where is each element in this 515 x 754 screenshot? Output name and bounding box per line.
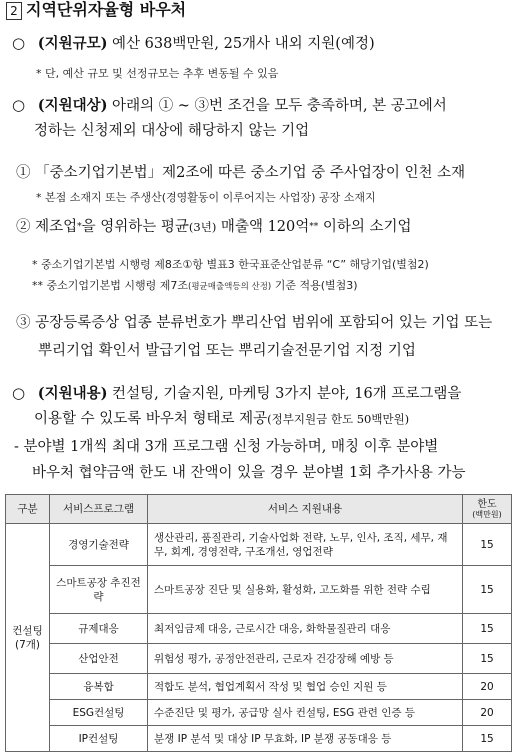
- table-row: [6, 566, 512, 614]
- amount-cell: 20: [463, 674, 512, 700]
- support-content-sub-line1: - 분야별 1개씩 최대 3개 프로그램 신청 가능하며, 매칭 이후 분야별: [14, 439, 439, 455]
- content-cell: 분쟁 IP 분석 및 대상 IP 무효화, IP 분쟁 공동대응 등: [148, 726, 463, 752]
- program-cell: 스마트공장 추진전략: [50, 566, 148, 614]
- service-program-table: [5, 494, 512, 752]
- program-cell: 융복합: [50, 674, 148, 700]
- condition-2-note-2-paren: (평균매출액등의 산정): [188, 282, 272, 292]
- amount-cell: 15: [463, 644, 512, 674]
- support-content-text-2b: (정부지원금 한도 50백만원): [267, 412, 410, 426]
- content-cell: 생산관리, 품질관리, 기술사업화 전략, 노무, 인사, 조직, 세무, 재무, 회계, 경영전략, 구조개선, 영업전략: [148, 524, 463, 566]
- content-cell: 최저임금제 대응, 근로시간 대응, 화학물질관리 대응: [148, 614, 463, 644]
- category-label: 컨설팅: [12, 624, 43, 637]
- content-cell: 수준진단 및 평가, 공급망 실사 컨설팅, ESG 관련 인증 등: [148, 700, 463, 726]
- condition-3-line2: 뿌리기업 확인서 발급기업 또는 뿌리기술전문기업 지정 기업: [38, 343, 416, 359]
- program-cell: 규제대응: [50, 614, 148, 644]
- content-cell: 적합도 분석, 협업계획서 작성 및 협업 승인 지원 등: [148, 674, 463, 700]
- condition-2-part-b: 을 영위하는 평균: [81, 219, 189, 235]
- header-program: 서비스프로그램: [50, 495, 148, 524]
- table-row: [6, 644, 512, 674]
- content-cell: 위험성 평가, 공정안전관리, 근로자 건강장해 예방 등: [148, 644, 463, 674]
- program-cell: 경영기술전략: [50, 524, 148, 566]
- table-row: [6, 524, 512, 566]
- condition-2-part-c: 매출액 120억: [216, 219, 310, 235]
- circle-bullet-icon: ○: [12, 384, 26, 402]
- support-content-text-1: 컨설팅, 기술지원, 마케팅 3가지 분야, 16개 프로그램을: [107, 386, 462, 402]
- table-header-row: [6, 495, 512, 524]
- support-scale-label: (지원규모): [37, 35, 108, 52]
- program-cell: ESG컨설팅: [50, 700, 148, 726]
- amount-cell: 15: [463, 566, 512, 614]
- support-target-line1: [12, 94, 447, 117]
- program-cell: IP컨설팅: [50, 726, 148, 752]
- amount-cell: 20: [463, 700, 512, 726]
- support-content-text-2a: 이용할 수 있도록 바우처 형태로 제공: [34, 411, 268, 427]
- support-scale-note: * 단, 예산 규모 및 선정규모는 추후 변동될 수 있음: [36, 67, 279, 80]
- table-row: [6, 726, 512, 752]
- condition-2-sup-2: **: [309, 222, 319, 232]
- program-cell: 산업안전: [50, 644, 148, 674]
- support-scale-line: [12, 32, 375, 55]
- condition-2-part-d: 이하의 소기업: [318, 219, 412, 235]
- header-content: 서비스 지원내용: [148, 495, 463, 524]
- table-row: [6, 614, 512, 644]
- content-cell: 스마트공장 진단 및 실용화, 활성화, 고도화를 위한 전략 수립: [148, 566, 463, 614]
- section-number-box: 2: [6, 2, 22, 20]
- condition-2-note-2: [32, 278, 358, 295]
- support-target-label: (지원대상): [37, 97, 108, 114]
- support-content-sub-line2: 바우처 협약금액 한도 내 잔액이 있을 경우 분야별 1회 추가사용 가능: [32, 465, 466, 481]
- category-cell-consulting: [6, 524, 50, 752]
- category-count: (7개): [14, 638, 41, 651]
- amount-cell: 15: [463, 524, 512, 566]
- table-row: [6, 674, 512, 700]
- condition-2-text: [16, 216, 412, 238]
- condition-2-note-1: * 중소기업기본법 시행령 제8조①항 별표3 한국표준산업분류 “C” 해당기업(별첨2): [32, 258, 429, 271]
- header-amount-label: 한도: [477, 498, 497, 510]
- support-content-label: (지원내용): [37, 385, 108, 402]
- table-row: [6, 700, 512, 726]
- support-content-line2: [34, 408, 409, 430]
- condition-2-note-2-b: 기준 적용(별첨3): [271, 279, 358, 292]
- support-content-line1: [12, 382, 461, 405]
- amount-cell: 15: [463, 726, 512, 752]
- condition-1-text: ① 「중소기업기본법」제2조에 따른 중소기업 중 주사업장이 인천 소재: [16, 165, 466, 181]
- circle-bullet-icon: ○: [12, 34, 26, 52]
- support-scale-text: 예산 638백만원, 25개사 내외 지원(예정): [107, 36, 375, 52]
- circle-bullet-icon: ○: [12, 96, 26, 114]
- condition-2-paren: (3년): [188, 220, 217, 234]
- condition-2-sup-1: *: [77, 222, 82, 232]
- condition-1-note: * 본점 소재지 또는 주생산(경영활동이 이루어지는 사업장) 공장 소재지: [36, 191, 376, 204]
- condition-3-line1: ③ 공장등록증상 업종 분류번호가 뿌리산업 범위에 포함되어 있는 기업 또는: [16, 315, 493, 331]
- condition-2-note-2-a: ** 중소기업기본법 시행령 제7조: [32, 279, 188, 292]
- amount-cell: 15: [463, 614, 512, 644]
- header-amount-unit: (백만원): [472, 509, 502, 519]
- support-target-line2: 정하는 신청제외 대상에 해당하지 않는 기업: [34, 123, 310, 139]
- section-title: 지역단위자율형 바우처: [26, 0, 187, 19]
- header-category: 구분: [6, 495, 50, 524]
- condition-2-part-a: ② 제조업: [16, 219, 78, 235]
- header-amount: [463, 495, 512, 524]
- support-target-text-1: 아래의 ① ~ ③번 조건을 모두 충족하며, 본 공고에서: [107, 98, 447, 114]
